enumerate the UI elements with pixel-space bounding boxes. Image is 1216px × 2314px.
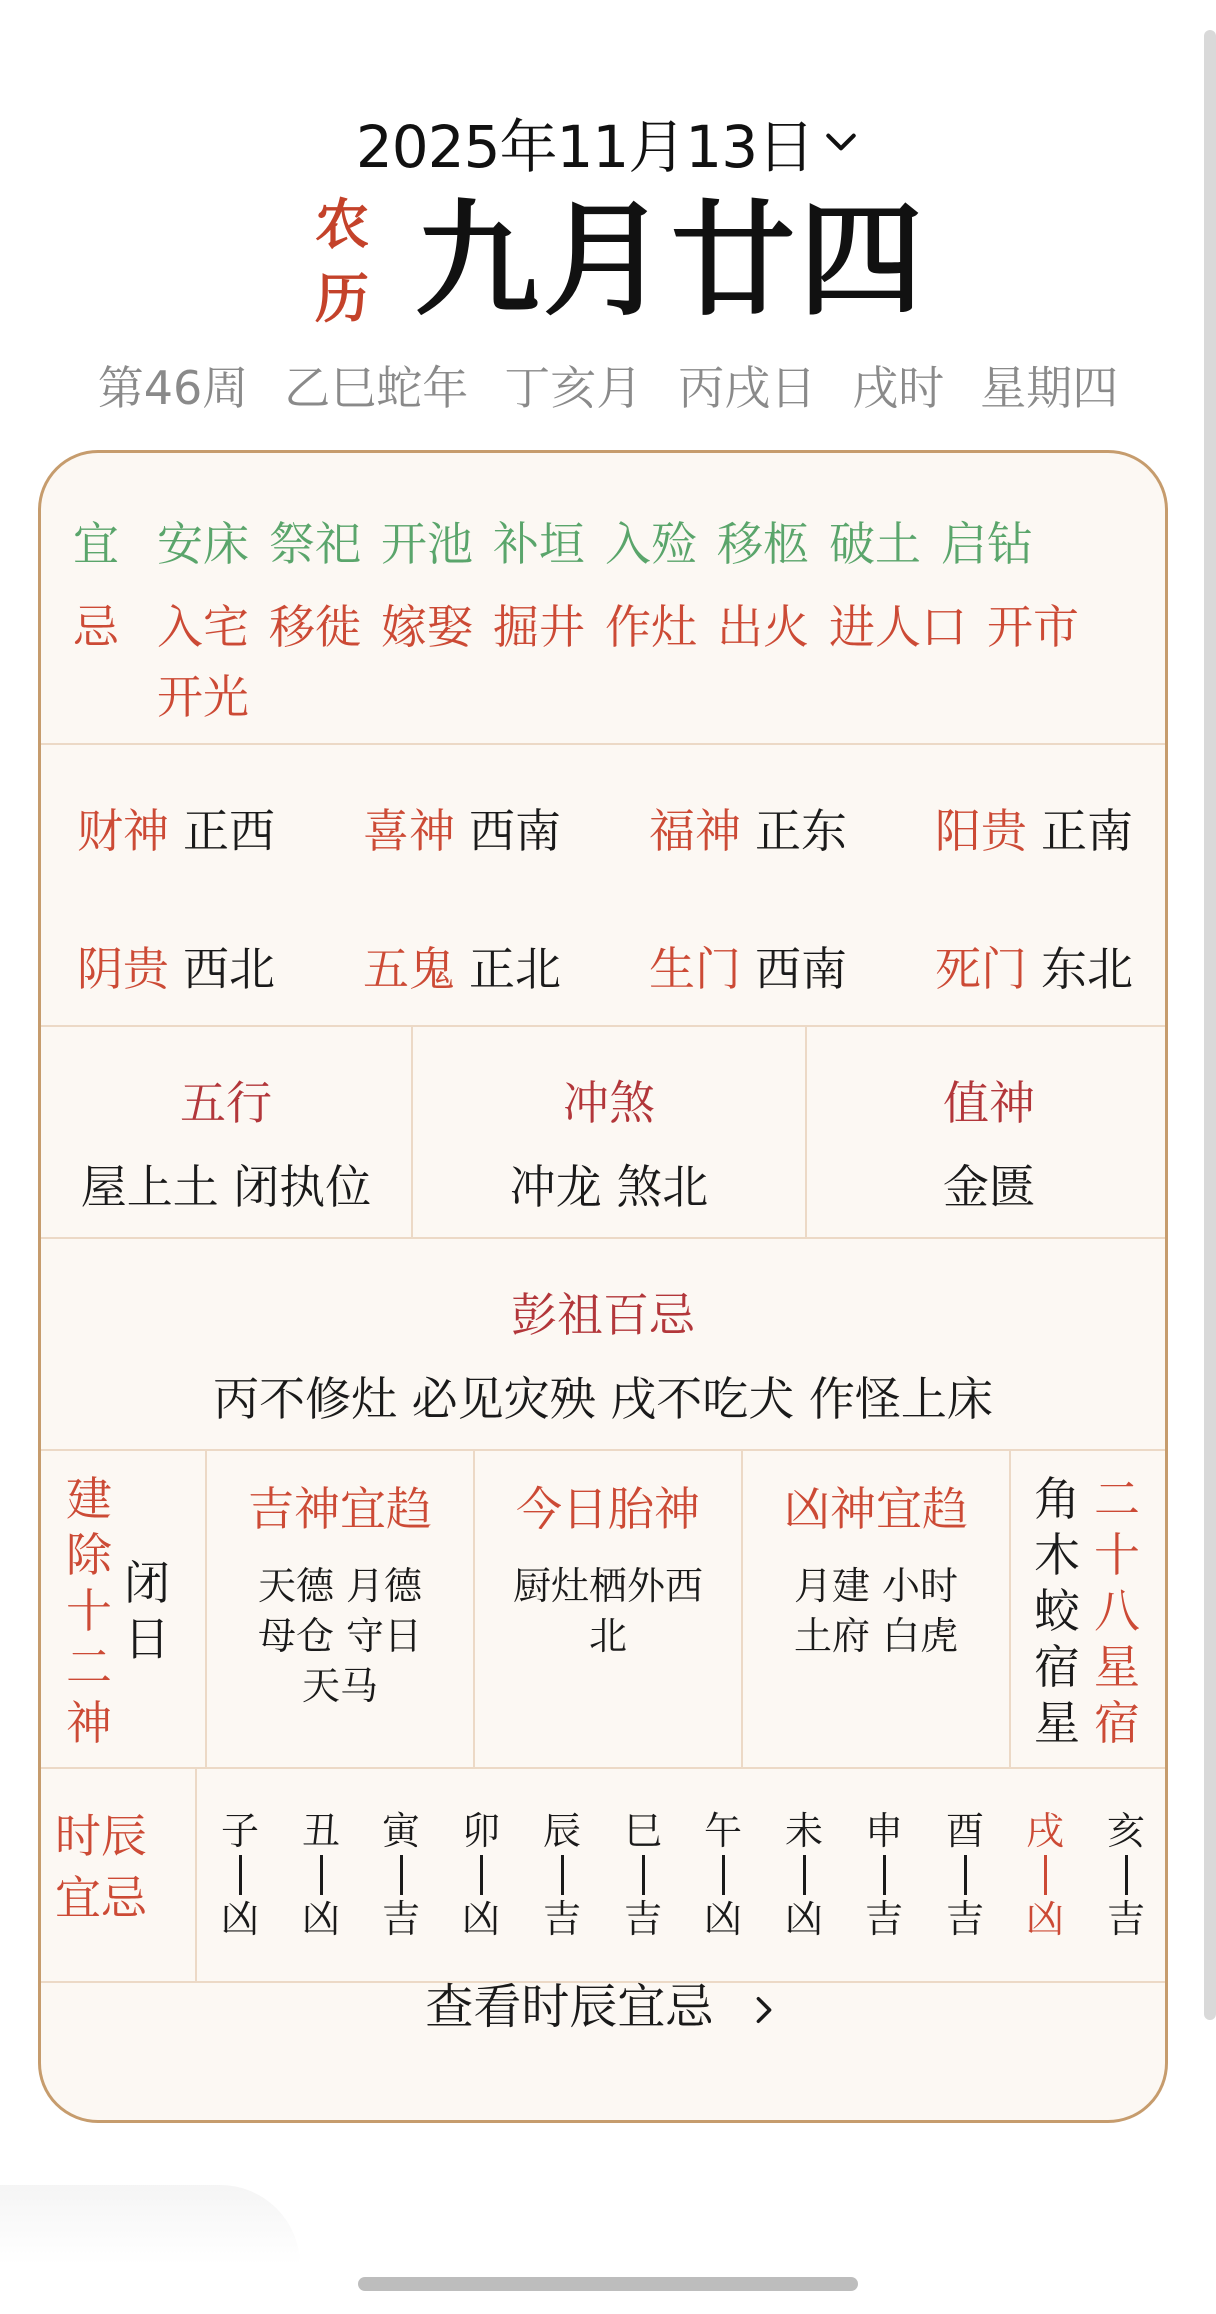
- xiongshen-body: [743, 1561, 1009, 1661]
- jishen-line: 天德 月德: [257, 1564, 423, 1608]
- hour-divider: [561, 1855, 564, 1895]
- direction-value: 东北: [1041, 942, 1133, 996]
- hour-divider: [1125, 1855, 1128, 1895]
- hour-luck: 吉: [623, 1897, 662, 1941]
- ji-item: 掘井: [493, 600, 585, 654]
- mountain-decoration: [0, 2185, 300, 2265]
- hour-item: [698, 1807, 748, 1943]
- jianchu-value-char: 闭: [124, 1556, 170, 1610]
- xiongshen-title: 凶神宜趋: [784, 1482, 968, 1536]
- hour-item: [1101, 1807, 1151, 1943]
- hour-luck: 凶: [220, 1897, 259, 1941]
- xiongshen-line: 土府 白虎: [793, 1614, 959, 1658]
- hour-item: [456, 1807, 506, 1943]
- jianchu-label-char: 十: [66, 1584, 112, 1638]
- xiuxing-value: [1029, 1471, 1085, 1751]
- direction-key: 生门: [649, 942, 741, 996]
- view-hours-button[interactable]: [41, 1968, 1165, 2037]
- ji-item: 移徙: [269, 600, 361, 654]
- weekday: 星期四: [980, 361, 1119, 415]
- direction-key: 财神: [77, 804, 169, 858]
- yi-label: 宜: [73, 517, 119, 571]
- date-selector[interactable]: [0, 100, 1216, 184]
- hour-luck: 吉: [864, 1897, 903, 1941]
- xiuxing-value-char: 蛟: [1034, 1584, 1080, 1638]
- hour-divider: [239, 1855, 242, 1895]
- direction-key: 死门: [935, 942, 1027, 996]
- direction-value: 西南: [755, 942, 847, 996]
- taishen-line: 厨灶栖外西: [512, 1564, 703, 1608]
- hours-section: [41, 1769, 1165, 1981]
- hour-divider: [320, 1855, 323, 1895]
- direction-item: [77, 795, 275, 861]
- chongsha-title: 冲煞: [563, 1076, 655, 1130]
- direction-item: [649, 933, 847, 999]
- jianchu-label-char: 神: [66, 1696, 112, 1750]
- wuxing-section: [41, 1027, 1165, 1239]
- wuxing-cell: [41, 1027, 413, 1237]
- hour-luck: 吉: [1106, 1897, 1145, 1941]
- ji-label: 忌: [73, 600, 119, 654]
- yi-item: 补垣: [493, 517, 585, 571]
- hour-luck: 凶: [703, 1897, 742, 1941]
- date-info-row: [0, 352, 1216, 418]
- ji-item: 出火: [717, 600, 809, 654]
- hour-divider: [480, 1855, 483, 1895]
- jishen-line: 母仓 守日: [257, 1614, 423, 1658]
- wuxing-value: 屋上土 闭执位: [80, 1160, 372, 1214]
- hour-divider: [803, 1855, 806, 1895]
- hour-luck: 凶: [1025, 1897, 1064, 1941]
- lunar-tag-char: 历: [315, 267, 369, 330]
- taishen-cell: [475, 1451, 743, 1767]
- chongsha-cell: [413, 1027, 807, 1237]
- pengzu-section: [41, 1239, 1165, 1451]
- day-ganzhi: 丙戌日: [678, 361, 817, 415]
- hour-divider: [400, 1855, 403, 1895]
- hour-item: [215, 1807, 265, 1943]
- week-number: 第46周: [97, 361, 249, 415]
- zhishen-cell: [807, 1027, 1168, 1237]
- xiuxing-value-char: 木: [1034, 1528, 1080, 1582]
- direction-value: 正北: [469, 942, 561, 996]
- taishen-title: 今日胎神: [516, 1482, 700, 1536]
- hour-item: [859, 1807, 909, 1943]
- almanac-card: [38, 450, 1168, 2123]
- chevron-right-icon: [747, 1993, 781, 2027]
- jianchu-label-char: 建: [66, 1472, 112, 1526]
- direction-item: [363, 933, 561, 999]
- jishen-line: 天马: [301, 1664, 378, 1708]
- direction-value: 正南: [1041, 804, 1133, 858]
- direction-value: 正东: [755, 804, 847, 858]
- hour-branch: 午: [703, 1809, 742, 1853]
- jishen-body: [207, 1561, 473, 1711]
- lunar-date-row: [0, 188, 1216, 338]
- wuxing-title: 五行: [180, 1076, 272, 1130]
- direction-value: 西北: [183, 942, 275, 996]
- xiongshen-cell: [743, 1451, 1011, 1767]
- direction-item: [649, 795, 847, 861]
- direction-item: [77, 933, 275, 999]
- home-indicator[interactable]: [358, 2277, 858, 2291]
- xiuxing-value-char: 星: [1034, 1696, 1080, 1750]
- hours-label-line: 时辰: [55, 1809, 147, 1863]
- zhishen-value: 金匮: [943, 1160, 1035, 1214]
- yi-item: 移柩: [717, 517, 809, 571]
- hour-branch: 亥: [1106, 1809, 1145, 1853]
- hour-divider: [964, 1855, 967, 1895]
- direction-key: 五鬼: [363, 942, 455, 996]
- chevron-down-icon: [822, 123, 860, 161]
- ji-items: [157, 591, 1147, 727]
- xiuxing-value-char: 宿: [1034, 1640, 1080, 1694]
- hour-branch: 巳: [623, 1809, 662, 1853]
- hour-branch: 酉: [945, 1809, 984, 1853]
- view-hours-label: 查看时辰宜忌: [425, 1979, 714, 2035]
- direction-key: 喜神: [363, 804, 455, 858]
- jishen-cell: [207, 1451, 475, 1767]
- xiuxing-cell: [1011, 1451, 1168, 1767]
- jianchu-label-char: 除: [66, 1528, 112, 1582]
- yi-item: 入殓: [605, 517, 697, 571]
- hour-branch: 子: [220, 1809, 259, 1853]
- hour-divider: [1044, 1855, 1047, 1895]
- hour-branch: 戌: [1025, 1809, 1064, 1853]
- lunar-tag-char: 农: [315, 193, 369, 256]
- jianchu-value: [119, 1555, 175, 1667]
- ji-item: 入宅: [157, 600, 249, 654]
- hour-item-current: [1020, 1807, 1070, 1943]
- yi-items: [157, 508, 1147, 574]
- taishen-line: 北: [588, 1614, 627, 1658]
- ji-row: [73, 591, 1147, 727]
- pengzu-value: 丙不修灶 必见灾殃 戌不吃犬 作怪上床: [213, 1372, 993, 1426]
- hours-label-cell: [41, 1769, 197, 1981]
- hour-branch: 辰: [542, 1809, 581, 1853]
- direction-item: [935, 933, 1133, 999]
- hour-branch: 未: [784, 1809, 823, 1853]
- ji-item: 开光: [157, 670, 249, 724]
- hour-branch: 寅: [381, 1809, 420, 1853]
- directions-section: [41, 745, 1165, 1027]
- hour-luck: 吉: [381, 1897, 420, 1941]
- hour-divider: [642, 1855, 645, 1895]
- ji-item: 开市: [987, 600, 1079, 654]
- yi-ji-section: [41, 453, 1165, 745]
- taishen-body: [475, 1561, 741, 1661]
- hours-label: [55, 1805, 147, 1929]
- hour-luck: 凶: [301, 1897, 340, 1941]
- xiuxing-label: [1089, 1471, 1145, 1751]
- direction-key: 阴贵: [77, 942, 169, 996]
- yi-item: 祭祀: [269, 517, 361, 571]
- hour-branch: 丑: [301, 1809, 340, 1853]
- jishen-title: 吉神宜趋: [248, 1482, 432, 1536]
- jianchu-cell: [41, 1451, 207, 1767]
- chongsha-value: 冲龙 煞北: [509, 1160, 709, 1214]
- hour-item: [296, 1807, 346, 1943]
- month-ganzhi: 丁亥月: [504, 361, 643, 415]
- lunar-date: 九月廿四: [415, 189, 928, 333]
- hour-luck: 吉: [945, 1897, 984, 1941]
- yi-item: 破土: [829, 517, 921, 571]
- hour-luck: 凶: [461, 1897, 500, 1941]
- jianchu-value-char: 日: [124, 1612, 170, 1666]
- hour-branch: 申: [864, 1809, 903, 1853]
- hour-item: [376, 1807, 426, 1943]
- yi-item: 启钻: [941, 517, 1033, 571]
- xiuxing-value-char: 角: [1034, 1472, 1080, 1526]
- direction-value: 西南: [469, 804, 561, 858]
- xiuxing-label-char: 星: [1094, 1640, 1140, 1694]
- hour-branch: 卯: [461, 1809, 500, 1853]
- hour-item: [779, 1807, 829, 1943]
- hour-luck: 吉: [542, 1897, 581, 1941]
- jianchu-label: [61, 1471, 117, 1751]
- hour-luck: 凶: [784, 1897, 823, 1941]
- pengzu-title: 彭祖百忌: [511, 1288, 695, 1342]
- zhishen-title: 值神: [943, 1076, 1035, 1130]
- xiuxing-label-char: 二: [1094, 1472, 1140, 1526]
- xiuxing-label-char: 宿: [1094, 1696, 1140, 1750]
- date-text: 2025年11月13日: [355, 113, 815, 181]
- yi-item: 开池: [381, 517, 473, 571]
- hours-label-line: 宜忌: [55, 1871, 147, 1925]
- hour-item: [940, 1807, 990, 1943]
- hour-divider: [883, 1855, 886, 1895]
- ji-item: 进人口: [829, 600, 967, 654]
- ji-item: 作灶: [605, 600, 697, 654]
- xiuxing-label-char: 十: [1094, 1528, 1140, 1582]
- hour-divider: [722, 1855, 725, 1895]
- xiongshen-line: 月建 小时: [793, 1564, 959, 1608]
- direction-item: [363, 795, 561, 861]
- direction-key: 福神: [649, 804, 741, 858]
- direction-item: [935, 795, 1133, 861]
- yi-item: 安床: [157, 517, 249, 571]
- direction-key: 阳贵: [935, 804, 1027, 858]
- ji-item: 嫁娶: [381, 600, 473, 654]
- yi-row: [73, 508, 1147, 574]
- lunar-tag: [312, 188, 372, 336]
- shensha-section: [41, 1451, 1165, 1769]
- xiuxing-label-char: 八: [1094, 1584, 1140, 1638]
- hour-item: [618, 1807, 668, 1943]
- direction-value: 正西: [183, 804, 275, 858]
- year-ganzhi: 乙巳蛇年: [284, 361, 469, 415]
- jianchu-label-char: 二: [66, 1640, 112, 1694]
- hour-ganzhi: 戌时: [852, 361, 945, 415]
- hour-item: [537, 1807, 587, 1943]
